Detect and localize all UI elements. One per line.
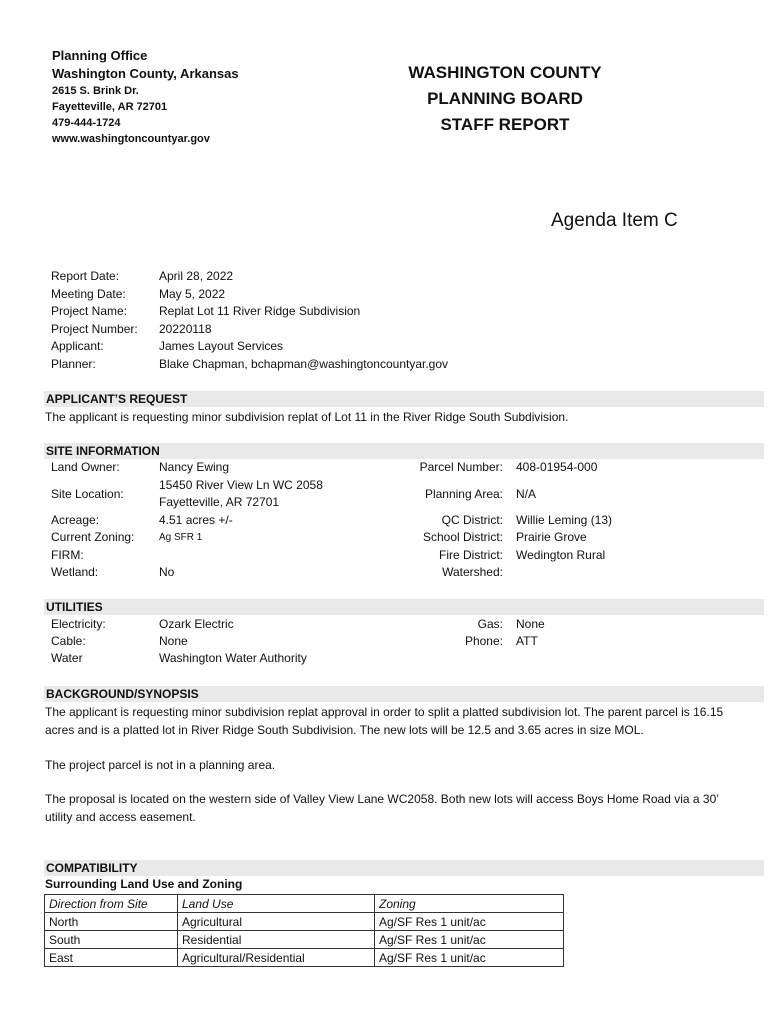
background-paragraph-2: The project parcel is not in a planning area.: [45, 758, 276, 772]
meta-value: Replat Lot 11 River Ridge Subdivision: [159, 304, 361, 318]
table-row: [45, 913, 564, 931]
wetland-value: No: [159, 565, 175, 579]
table-row: [45, 931, 564, 949]
meta-value: James Layout Services: [159, 339, 284, 353]
meta-value: April 28, 2022: [159, 269, 234, 283]
table-cell: Agricultural/Residential: [178, 949, 375, 967]
watershed-label: Watershed:: [442, 565, 503, 579]
meta-key: Applicant:: [51, 339, 104, 353]
qc-district-value: Willie Leming (13): [516, 513, 613, 527]
meta-value: May 5, 2022: [159, 286, 226, 301]
school-district-value: Prairie Grove: [516, 530, 587, 544]
wetland-label: Wetland:: [51, 565, 99, 579]
site-heading: SITE INFORMATION: [44, 443, 764, 459]
land-owner-value: Nancy Ewing: [159, 460, 230, 474]
zoning-value: Ag SFR 1: [159, 532, 203, 543]
agenda-item: Agenda Item C: [551, 210, 678, 231]
compatibility-heading: COMPATIBILITY: [44, 860, 764, 876]
water-value: Washington Water Authority: [159, 651, 307, 665]
gas-label: Gas:: [477, 617, 503, 631]
site-location-line1: 15450 River View Ln WC 2058: [159, 478, 323, 492]
request-heading: APPLICANT’S REQUEST: [44, 391, 764, 407]
fire-district-label: Fire District:: [439, 548, 503, 562]
table-cell: Ag/SF Res 1 unit/ac: [375, 913, 564, 931]
site-location-label: Site Location:: [51, 487, 124, 501]
background-heading: BACKGROUND/SYNOPSIS: [44, 686, 764, 702]
office-name: Planning Office: [52, 48, 148, 63]
meta-key: Report Date:: [51, 269, 120, 283]
report-title: [380, 60, 630, 138]
table-cell: Agricultural: [178, 913, 375, 931]
meta-key: Project Number:: [51, 321, 138, 336]
meta-value: Blake Chapman, bchapman@washingtoncountyar.gov: [159, 356, 449, 371]
qc-district-label: QC District:: [441, 513, 503, 527]
office-web: www.washingtoncountyar.gov: [52, 133, 210, 145]
planning-area-value: N/A: [516, 487, 537, 501]
table-row: [45, 949, 564, 967]
title-line3: STAFF REPORT: [440, 115, 570, 134]
background-paragraph-3: The proposal is located on the western side of Valley View Lane WC2058. Both new lots will access Boys Home Road via a 30’ utility and access easement.: [45, 792, 719, 824]
report-meta: [51, 268, 448, 373]
office-city: Fayetteville, AR 72701: [52, 101, 168, 113]
table-cell: North: [45, 913, 178, 931]
table-header: Direction from Site: [45, 895, 178, 913]
land-use-table: [44, 894, 564, 967]
table-cell: Ag/SF Res 1 unit/ac: [375, 949, 564, 967]
cable-label: Cable:: [51, 634, 86, 648]
table-header: Land Use: [178, 895, 375, 913]
meta-key: Planner:: [51, 356, 96, 371]
parcel-label: Parcel Number:: [419, 460, 503, 474]
zoning-label: Current Zoning:: [51, 530, 135, 544]
office-county: Washington County, Arkansas: [52, 66, 239, 81]
meta-key: Project Name:: [51, 304, 128, 318]
phone-value: ATT: [516, 634, 538, 648]
phone-label: Phone:: [464, 634, 503, 648]
title-line2: PLANNING BOARD: [427, 89, 583, 108]
office-phone: 479-444-1724: [52, 117, 121, 129]
table-cell: Ag/SF Res 1 unit/ac: [375, 931, 564, 949]
title-line1: WASHINGTON COUNTY: [408, 63, 602, 82]
site-location-line2: Fayetteville, AR 72701: [159, 495, 280, 509]
school-district-label: School District:: [422, 530, 503, 544]
request-text: The applicant is requesting minor subdivision replat of Lot 11 in the River Ridge South Subdivision.: [45, 410, 569, 424]
acreage-label: Acreage:: [51, 513, 100, 527]
table-header: Zoning: [375, 895, 564, 913]
firm-label: FIRM:: [51, 548, 84, 562]
gas-value: None: [516, 617, 545, 631]
table-header-row: [45, 895, 564, 913]
water-label: Water: [51, 651, 83, 665]
electricity-label: Electricity:: [51, 617, 106, 631]
table-cell: South: [45, 931, 178, 949]
office-info: [52, 47, 239, 147]
office-address: 2615 S. Brink Dr.: [52, 85, 139, 97]
meta-key: Meeting Date:: [51, 286, 126, 301]
electricity-value: Ozark Electric: [159, 617, 234, 631]
cable-value: None: [159, 634, 188, 648]
compatibility-subheading: Surrounding Land Use and Zoning: [45, 877, 243, 891]
land-owner-label: Land Owner:: [51, 460, 120, 474]
fire-district-value: Wedington Rural: [516, 548, 606, 562]
parcel-value: 408-01954-000: [516, 460, 598, 474]
utilities-heading: UTILITIES: [44, 599, 764, 615]
table-cell: Residential: [178, 931, 375, 949]
table-cell: East: [45, 949, 178, 967]
background-paragraph-1: The applicant is requesting minor subdivision replat approval in order to split a platted subdivision lot. The parent parcel is 16.15 acres and is a platted lot in River Ridge South Subdivision. The new lots will be 12.5 and 3.65 acres in size MOL.: [45, 705, 724, 737]
meta-value: 20220118: [159, 321, 212, 336]
acreage-value: 4.51 acres +/-: [159, 513, 233, 527]
planning-area-label: Planning Area:: [424, 487, 503, 501]
